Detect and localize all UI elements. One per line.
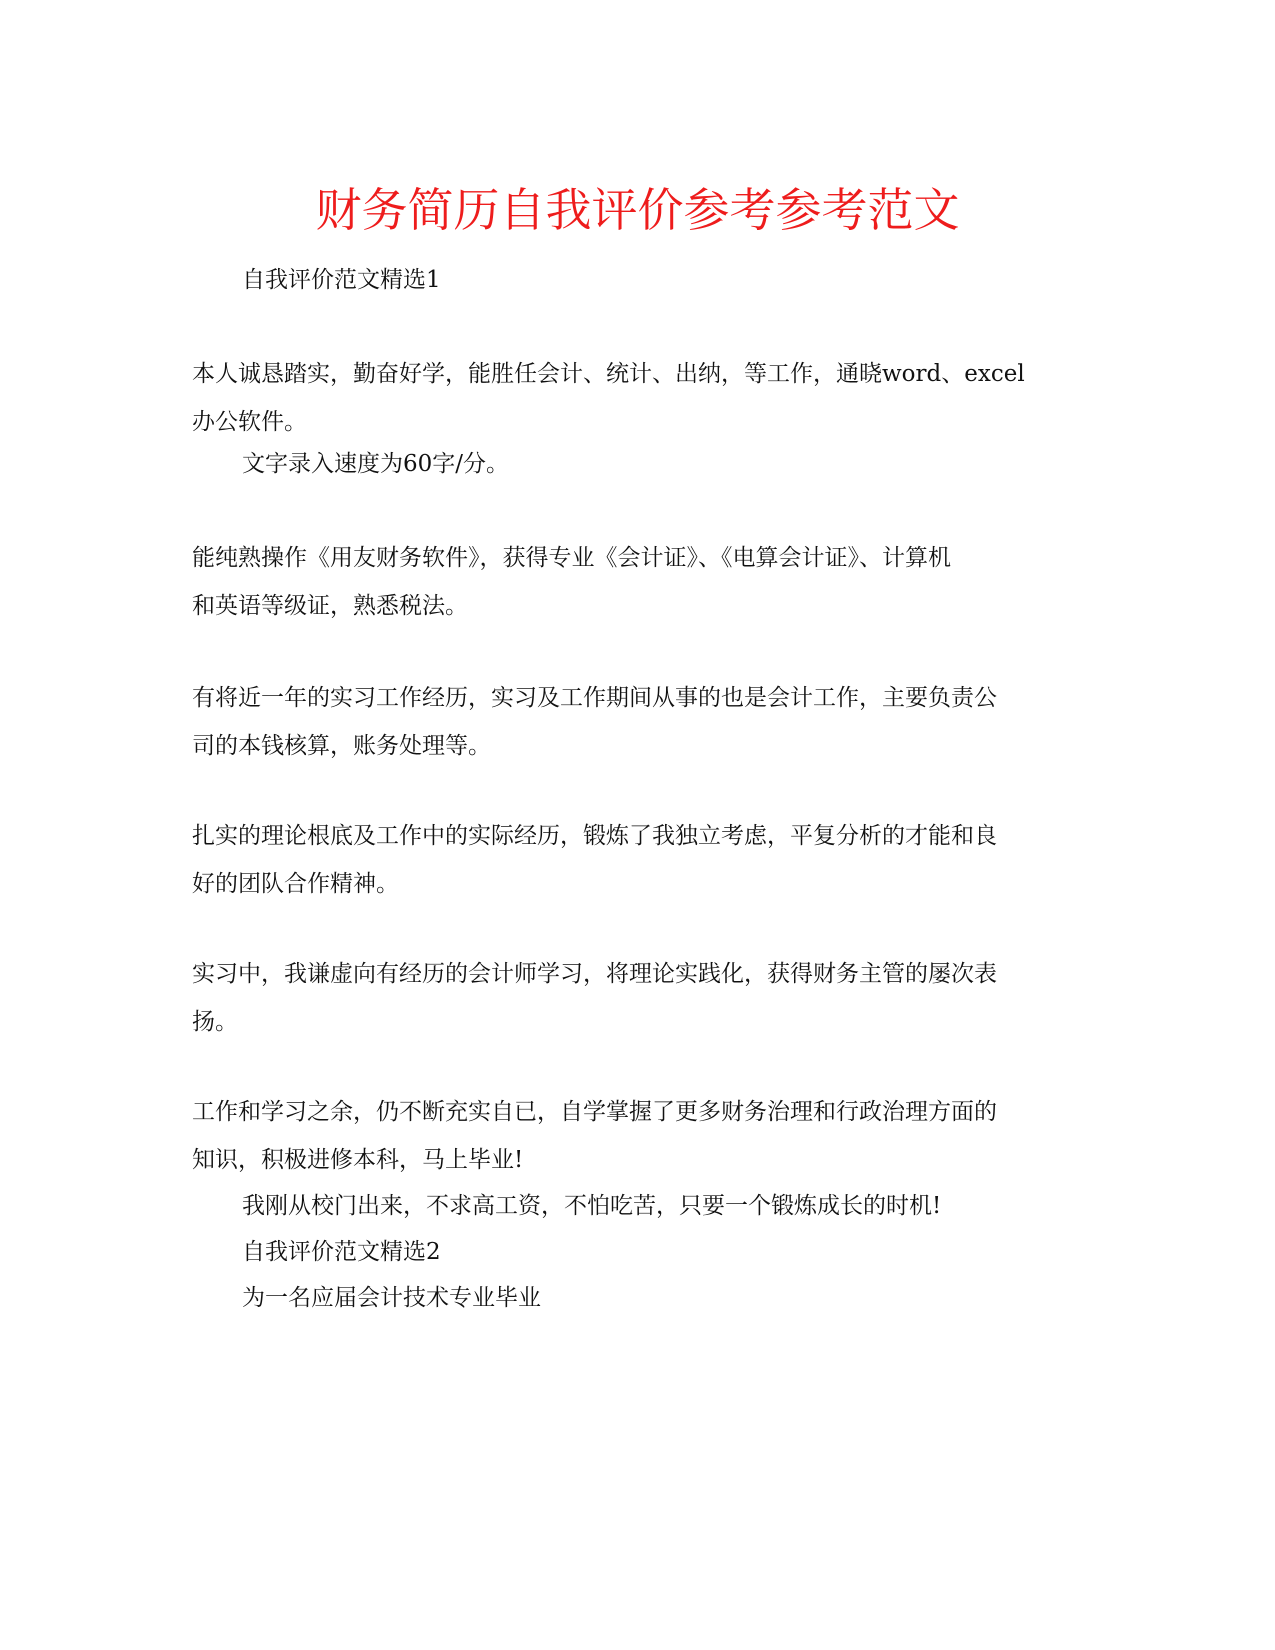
text-line: 实习中，我谦虚向有经历的会计师学习，将理论实践化，获得财务主管的屡次表 bbox=[192, 961, 997, 987]
paragraph-graduate bbox=[242, 1274, 1132, 1322]
paragraph-typing-speed bbox=[242, 440, 1132, 488]
text-line: 办公软件。 bbox=[192, 409, 307, 435]
text-line: 为一名应届会计技术专业毕业 bbox=[242, 1285, 541, 1311]
text-line: 有将近一年的实习工作经历，实习及工作期间从事的也是会计工作，主要负责公 bbox=[192, 685, 997, 711]
paragraph-attitude bbox=[242, 1182, 1132, 1230]
text-line: 好的团队合作精神。 bbox=[192, 871, 399, 897]
paragraph-skills bbox=[192, 350, 1082, 446]
text-line: 知识，积极进修本科，马上毕业! bbox=[192, 1147, 524, 1173]
text-line: 文字录入速度为60字/分。 bbox=[242, 451, 510, 477]
paragraph-heading-2 bbox=[242, 1228, 1132, 1276]
paragraph-heading-1 bbox=[242, 256, 1132, 304]
paragraph-learning bbox=[192, 950, 1082, 1046]
text-line: 自我评价范文精选2 bbox=[242, 1239, 441, 1265]
document-title: 财务简历自我评价参考参考范文 bbox=[315, 183, 960, 237]
text-line: 司的本钱核算，账务处理等。 bbox=[192, 733, 491, 759]
paragraph-self-study bbox=[192, 1088, 1082, 1184]
text-line: 扬。 bbox=[192, 1009, 238, 1035]
paragraph-theory bbox=[192, 812, 1082, 908]
paragraph-internship bbox=[192, 674, 1082, 770]
text-line: 工作和学习之余，仍不断充实自已，自学掌握了更多财务治理和行政治理方面的 bbox=[192, 1099, 997, 1125]
text-line: 我刚从校门出来，不求高工资，不怕吃苦，只要一个锻炼成长的时机! bbox=[242, 1193, 942, 1219]
text-line: 和英语等级证，熟悉税法。 bbox=[192, 593, 468, 619]
text-line: 能纯熟操作《用友财务软件》，获得专业《会计证》、《电算会计证》、计算机 bbox=[192, 545, 951, 571]
paragraph-certificates bbox=[192, 534, 1082, 630]
text-line: 自我评价范文精选1 bbox=[242, 267, 441, 293]
text-line: 本人诚恳踏实，勤奋好学，能胜任会计、统计、出纳，等工作，通晓word、excel bbox=[192, 361, 1025, 387]
text-line: 扎实的理论根底及工作中的实际经历，锻炼了我独立考虑，平复分析的才能和良 bbox=[192, 823, 997, 849]
